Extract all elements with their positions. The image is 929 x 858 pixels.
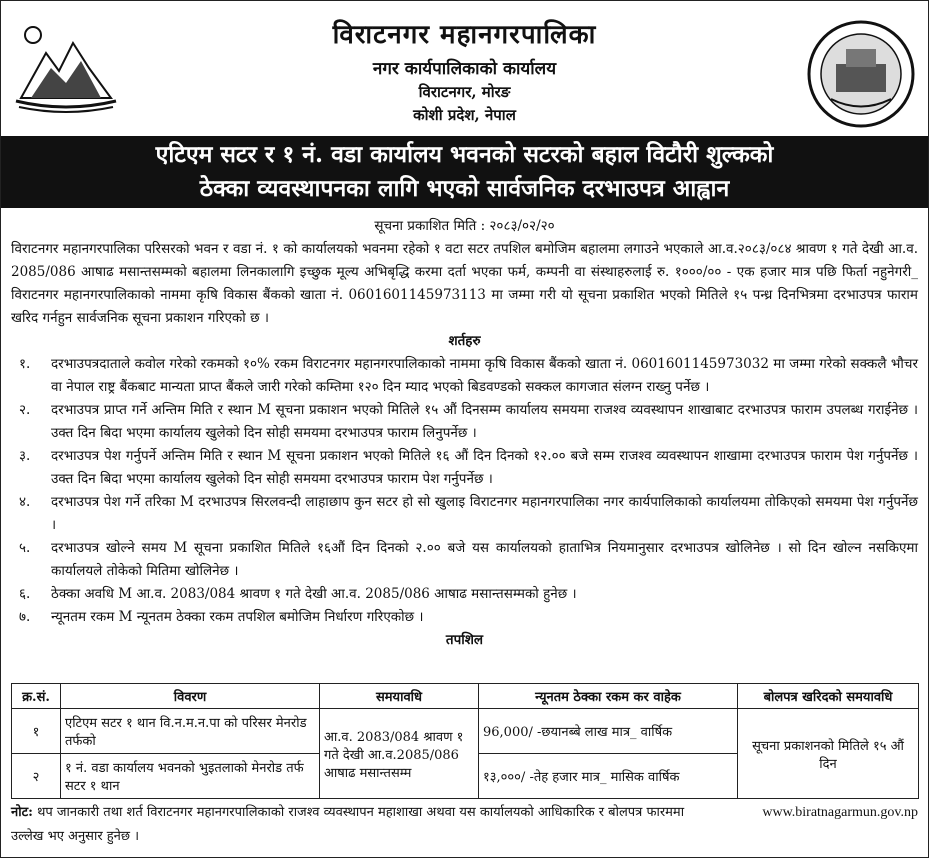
condition-number: १. <box>19 356 31 372</box>
title-banner <box>1 136 928 208</box>
condition-text: न्यूनतम रकम M न्यूनतम ठेक्का रकम तपशिल बमोजिम निर्धारण गरिएकोछ । <box>51 609 424 625</box>
condition-text: दरभाउपत्र पेश गर्नुपर्ने अन्तिम मिति र स्थान M सूचना प्रकाशन भएको मितिले १६ औं दिन दिनको १२.०० बजे सम्म राजश्व व्यवस्थापन शाखामा दरभाउपत्र फाराम पेश गर्नुपर्नेछ । उक्त दिन बिदा भएमा कार्यालय खुलेको दिन सोही समयमा दरभाउपत्र फाराम पेश गर्नुपर्नेछ । <box>51 448 918 487</box>
condition-item <box>11 491 918 537</box>
condition-number: ६. <box>19 586 31 602</box>
cell-description: १ नं. वडा कार्यालय भवनको भुइतलाको मेनरोड तर्फ सटर १ थान <box>61 754 320 799</box>
office-name: नगर कार्यपालिकाको कार्यालय <box>372 59 557 79</box>
condition-text: दरभाउपत्र प्राप्त गर्ने अन्तिम मिति र स्थान M सूचना प्रकाशन भएको मितिले १५ औं दिनसम्म कार्यालय समयमा राजश्व व्यवस्थापन शाखाबाट दरभाउपत्र फाराम उपलब्ध गराईनेछ । उक्त दिन बिदा भएमा कार्यालय खुलेको दिन सोही समयमा दरभाउपत्र फाराम लिनुपर्नेछ । <box>51 402 918 441</box>
condition-text: दरभाउपत्रदाताले कवोल गरेको रकमको १०% रकम विराटनगर महानगरपालिकाको नाममा कृषि विकास बैंकको खाता नं. 0601601145973032 मा जम्मा गरेको सक्कलै भौचर वा नेपाल राष्ट्र बैंकबाट मान्यता प्राप्त बैंकले जारी गरेको कम्तिमा १२० दिन म्याद भएको बिडवण्डको सक्कल कागजात संलग्न राख्नु पर्नेछ । <box>51 356 918 395</box>
condition-number: ५. <box>19 540 31 556</box>
table-row <box>12 709 919 754</box>
note-label: नोट: <box>11 805 33 820</box>
schedule-heading: तपशिल <box>445 632 484 648</box>
condition-number: ३. <box>19 448 31 464</box>
footer-note <box>11 801 918 849</box>
title-line-2: ठेक्का व्यवस्थापनका लागि भएको सार्वजनिक दरभाउपत्र आह्वान <box>199 175 730 202</box>
condition-item <box>11 399 918 445</box>
notice-body <box>11 215 918 652</box>
condition-item <box>11 353 918 399</box>
condition-item <box>11 583 918 606</box>
condition-text: दरभाउपत्र खोल्ने समय M सूचना प्रकाशित मितिले १६औं दिन दिनको २.०० बजे यस कार्यालयको हाताभित्र नियमानुसार दरभाउपत्र खोलिनेछ । सो दिन खोल्न नसकिएमा कार्यालयले तोकेको मितिमा खोलिनेछ । <box>51 540 918 579</box>
col-header-description: विवरण <box>61 684 320 709</box>
title-line-1: एटिएम सटर र १ नं. वडा कार्यालय भवनको सटरको बहाल विटौरी शुल्कको <box>155 141 774 168</box>
intro-paragraph: विराटनगर महानगरपालिका परिसरको भवन र वडा नं. १ को कार्यालयको भवनमा रहेको १ वटा सटर तपशिल बमोजिम बहालमा लगाउने भएकाले आ.व.२०८३/०८४ श्रावण १ गते देखी आ.व. 2085/086 आषाढ मसान्तसम्मको बहालमा लिनकालागि इच्छुक मूल्य अभिबृद्धि करमा दर्ता भएका फर्म, कम्पनी वा संस्थाहरुलाई रु. १०००/०० - एक हजार मात्र पछि फिर्ता नहुनेगरी_ विराटनगर महानगरपालिकाको नाममा कृषि विकास बैंकको खाता नं. 0601601145973113 मा जम्मा गरी यो सूचना प्रकाशित भएको मितिले १५ पन्ध्र दिनभित्रमा दरभाउपत्र फाराम खरिद गर्नहुन सार्वजनिक सूचना प्रकाशन गरिएको छ । <box>11 241 918 326</box>
schedule-table <box>11 683 919 799</box>
municipality-seal-logo <box>806 19 916 129</box>
note-text: थप जानकारी तथा शर्त विराटनगर महानगरपालिकाको राजश्व व्यवस्थापन महाशाखा अथवा यस कार्यालयको आधिकारिक र बोलपत्र फारममा उल्लेख भए अनुसार हुनेछ । <box>11 805 685 844</box>
cell-purchase-period: सूचना प्रकाशनको मितिले १५ औं दिन <box>738 709 919 799</box>
office-province: कोशी प्रदेश, नेपाल <box>413 106 516 124</box>
cell-amount: १३,०००/ -तेह हजार मात्र_ मासिक वार्षिक <box>479 754 738 799</box>
col-header-period: समयावधि <box>320 684 479 709</box>
condition-text: ठेक्का अवधि M आ.व. 2083/084 श्रावण १ गते देखी आ.व. 2085/086 आषाढ मसान्तसम्मको हुनेछ । <box>51 586 577 602</box>
condition-item <box>11 445 918 491</box>
cell-amount: 96,000/ -छयानब्बे लाख मात्र_ वार्षिक <box>479 709 738 754</box>
condition-item <box>11 537 918 583</box>
website-link[interactable]: www.biratnagarmun.gov.np <box>762 805 918 820</box>
cell-sn: १ <box>12 709 61 754</box>
notice-date: सूचना प्रकाशित मिति : २०८३/०२/२० <box>374 218 555 234</box>
conditions-list <box>11 353 918 629</box>
condition-number: ७. <box>19 609 31 625</box>
col-header-min-amount: न्यूनतम ठेक्का रकम कर वाहेक <box>479 684 738 709</box>
col-header-purchase-period: बोलपत्र खरिदको समयावधि <box>738 684 919 709</box>
condition-item <box>11 606 918 629</box>
condition-number: ४. <box>19 494 31 510</box>
cell-description: एटिएम सटर १ थान वि.न.म.न.पा को परिसर मेनरोड तर्फको <box>61 709 320 754</box>
cell-period: आ.व. 2083/084 श्रावण १ गते देखी आ.व.2085/086 आषाढ मसान्तसम्म <box>320 709 479 799</box>
letterhead <box>1 1 928 133</box>
conditions-heading: शर्तहरु <box>448 333 481 349</box>
municipality-name: विराटनगर महानगरपालिका <box>332 20 597 50</box>
condition-text: दरभाउपत्र पेश गर्ने तरिका M दरभाउपत्र सिरलवन्दी लाहाछाप कुन सटर हो सो खुलाइ विराटनगर महानगरपालिका नगर कार्यपालिकाको कार्यालयमा तोकिएको समयमा पेश गर्नुपर्नेछ । <box>51 494 918 533</box>
col-header-sn: क्र.सं. <box>12 684 61 709</box>
office-location: विराटनगर, मोरङ <box>418 83 511 101</box>
condition-number: २. <box>19 402 31 418</box>
table-header-row <box>12 684 919 709</box>
cell-sn: २ <box>12 754 61 799</box>
